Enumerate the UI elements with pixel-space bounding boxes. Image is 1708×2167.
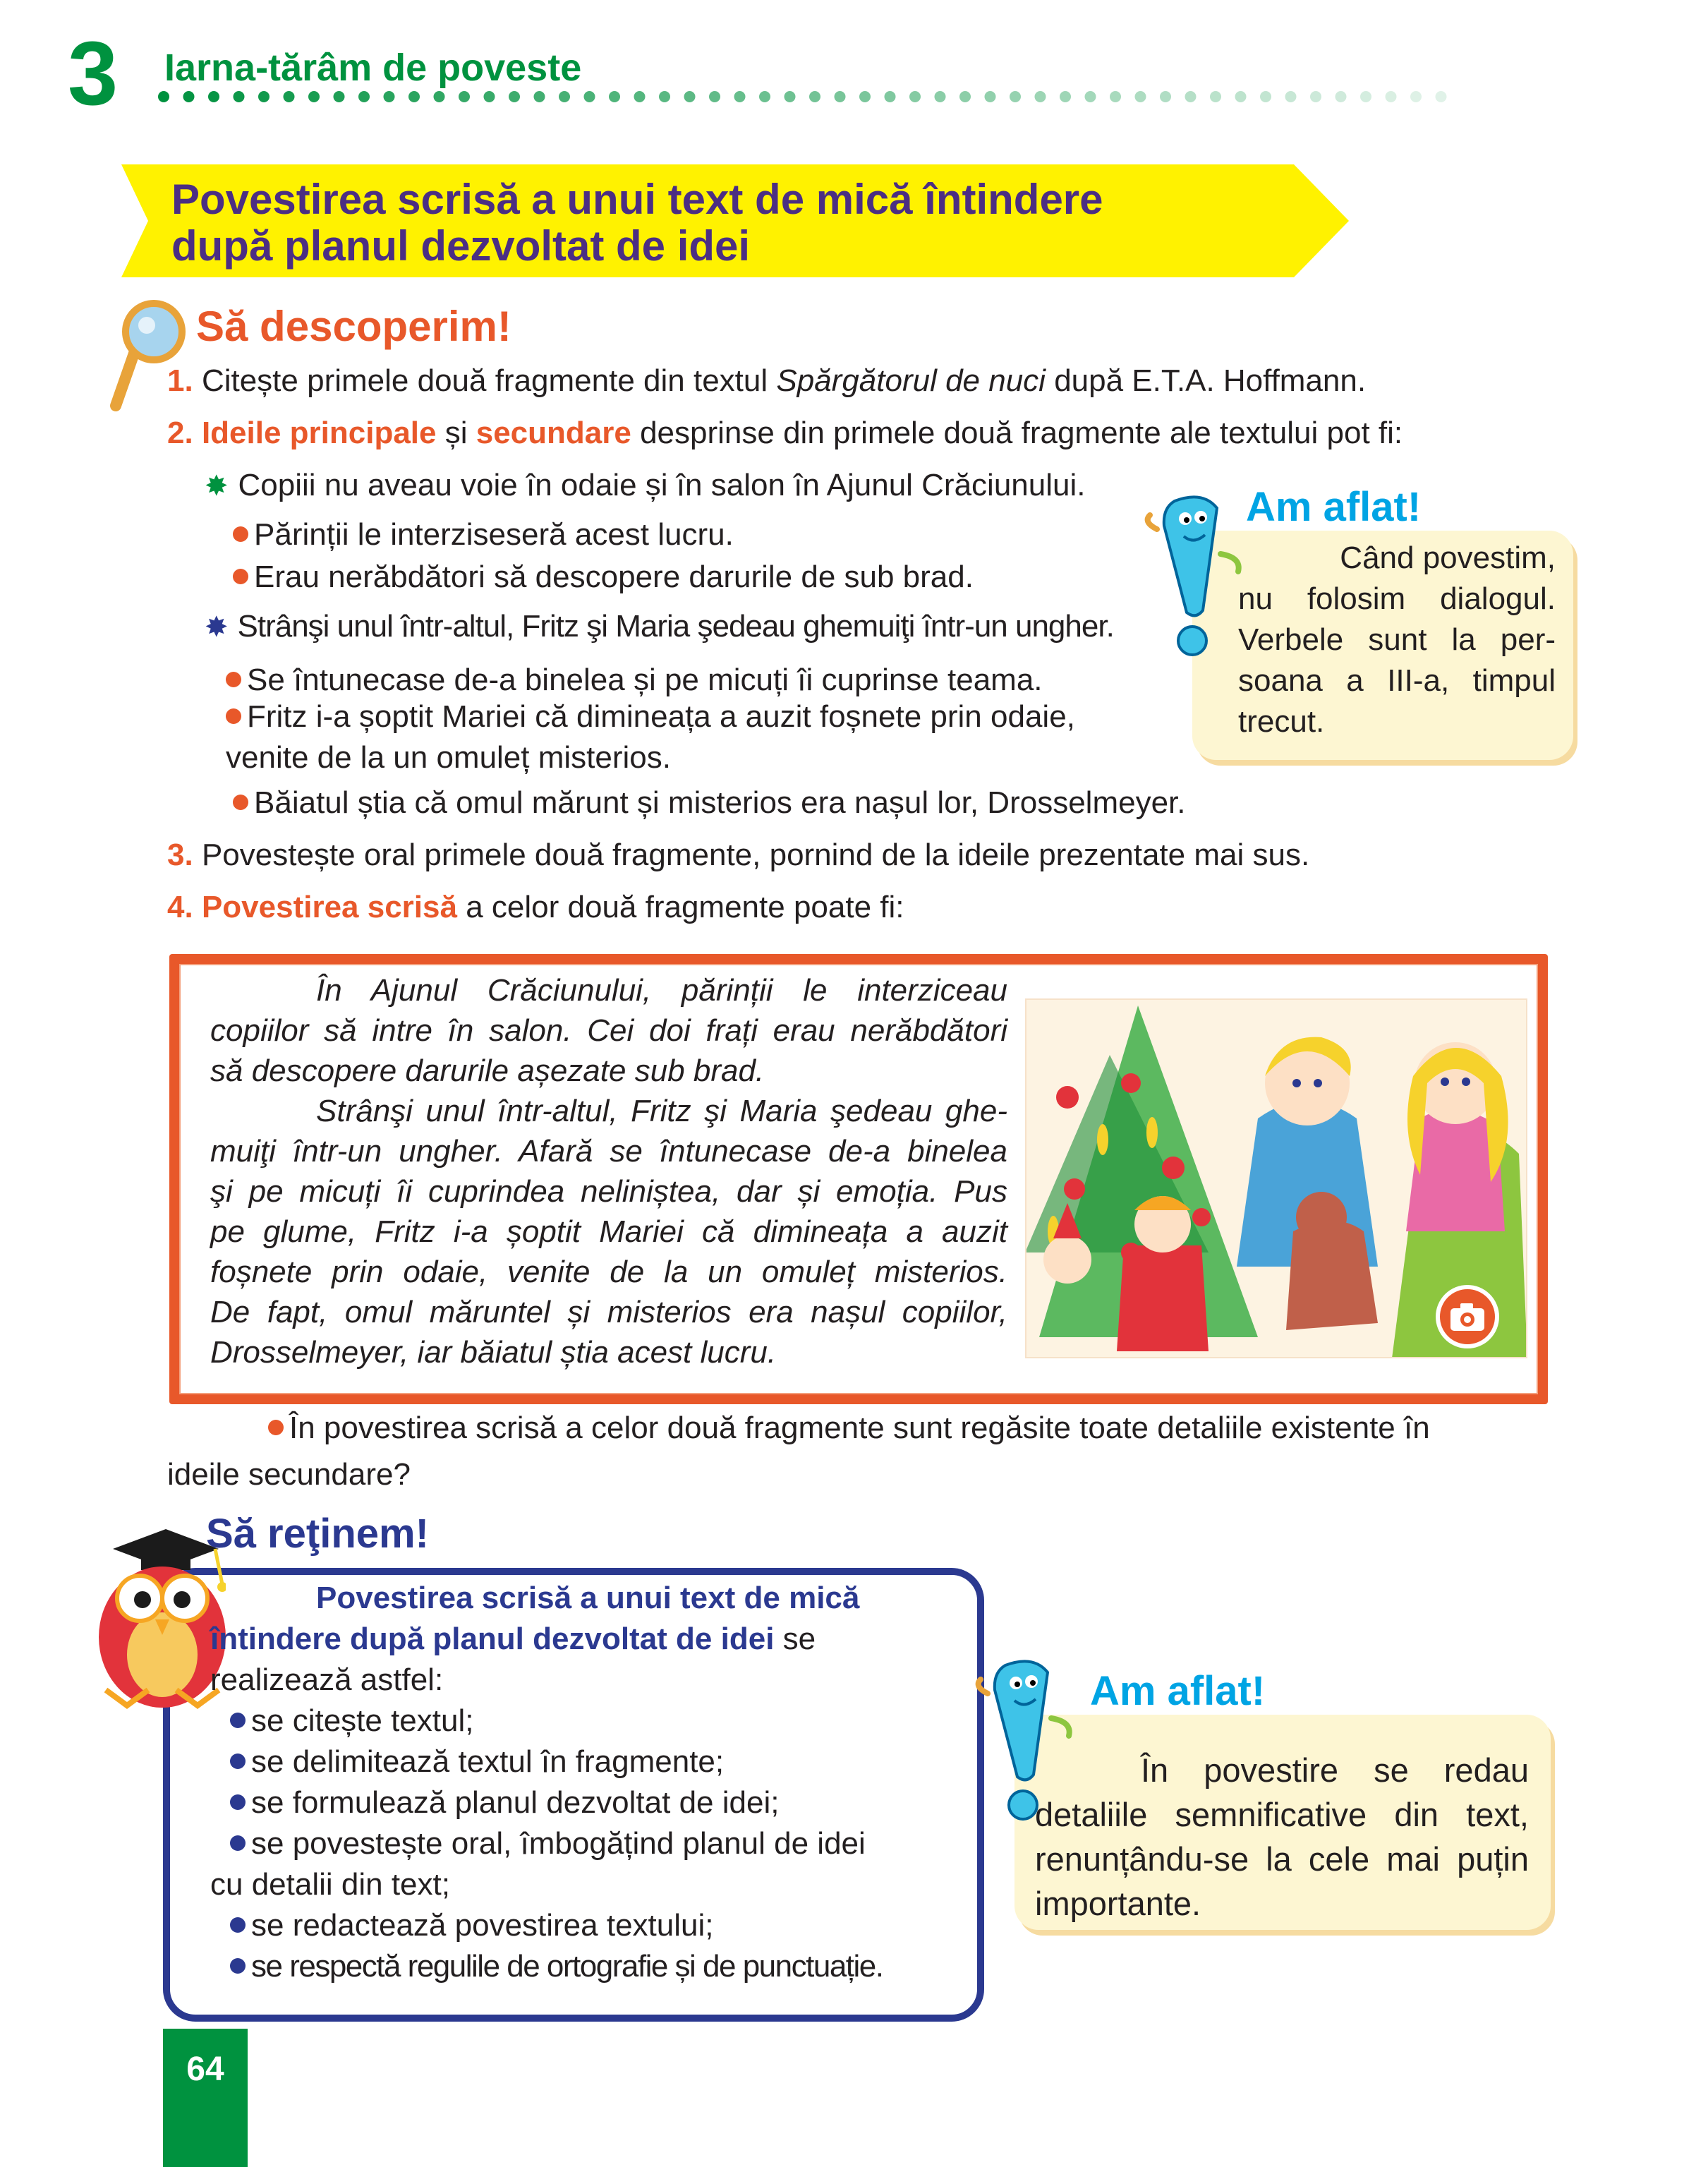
divider-dot	[1010, 91, 1021, 102]
divider-dot	[1436, 91, 1447, 102]
item-3: 3. Povestește oral primele două fragmente, pornind de la ideile prezentate mai sus.	[167, 838, 1310, 872]
star-bullet-icon: ✸	[205, 471, 229, 502]
aside1-line: Verbele sunt la per-	[1238, 622, 1556, 657]
story-line: şi pe micuți îi cuprindea neliniștea, dar și emoția. Pus	[210, 1174, 1007, 1209]
divider-dot	[1235, 91, 1247, 102]
remember-step: se formulează planul dezvoltat de idei;	[210, 1782, 944, 1823]
remember-step: se povestește oral, îmbogățind planul de idei	[210, 1823, 944, 1864]
remember-step-cont: cu detalii din text;	[210, 1867, 450, 1902]
aside1-line: nu folosim dialogul.	[1238, 581, 1556, 616]
divider-dot	[659, 91, 670, 102]
divider-dot	[1410, 91, 1422, 102]
divider-dot	[534, 91, 545, 102]
divider-dot	[985, 91, 996, 102]
divider-dot	[1310, 91, 1321, 102]
item-1: 1. Citește primele două fragmente din textul Spărgătorul de nuci după E.T.A. Hoffmann.	[167, 363, 1367, 398]
divider-dot	[509, 91, 520, 102]
secondary-idea-1a: Părinții le interziseseră acest lucru.	[233, 515, 734, 555]
secondary-idea-2a: Se întunecase de-a binelea și pe micuți îi cuprinse teama.	[226, 660, 1043, 700]
divider-dot	[434, 91, 445, 102]
divider-dot	[1135, 91, 1146, 102]
divider-dot	[334, 91, 345, 102]
story-line: copiilor să intre în salon. Cei doi frați erau nerăbdători	[210, 1013, 1007, 1048]
remember-step: se respectă regulile de ortografie și de punctuație.	[210, 1946, 944, 1987]
bullet-dot	[233, 569, 248, 584]
divider-dot	[734, 91, 746, 102]
discover-heading: Să descoperim!	[196, 303, 511, 350]
divider-dot	[935, 91, 946, 102]
story-line: De fapt, omul măruntel și misterios era nașul copiilor,	[210, 1295, 1007, 1329]
divider-dot	[634, 91, 646, 102]
question-line1: În povestirea scrisă a celor două fragmente sunt regăsite toate detaliile existente în	[268, 1408, 1430, 1448]
divider-dot	[408, 91, 420, 102]
divider-dot	[1110, 91, 1121, 102]
divider-dot	[559, 91, 570, 102]
aside2-line: importante.	[1035, 1885, 1201, 1922]
story-line: Strânşi unul într-altul, Fritz şi Maria şedeau ghe-	[316, 1094, 1007, 1128]
aside2-text	[1035, 1748, 1529, 1926]
divider-dot	[835, 91, 846, 102]
divider-dot	[158, 91, 169, 102]
divider-dot	[1160, 91, 1171, 102]
item-4: 4. Povestirea scrisă a celor două fragmente poate fi:	[167, 890, 904, 924]
divider-dot	[1360, 91, 1371, 102]
camera-icon	[1434, 1283, 1501, 1351]
divider-dot	[785, 91, 796, 102]
divider-dot	[859, 91, 871, 102]
story-text	[210, 970, 1007, 1372]
aside1-title: Am aflat!	[1246, 484, 1422, 530]
divider-dot	[1185, 91, 1197, 102]
divider-dot	[1060, 91, 1071, 102]
aside1-line: trecut.	[1238, 704, 1325, 739]
aside2-title: Am aflat!	[1090, 1668, 1266, 1714]
exclamation-mascot-icon	[1136, 487, 1249, 663]
divider-dot	[459, 91, 470, 102]
story-line: să descopere darurile așezate sub brad.	[210, 1054, 765, 1088]
remember-line2: întindere după planul dezvoltat de idei se	[210, 1622, 816, 1656]
bullet-dot	[230, 1835, 246, 1851]
aside2-line: renunțându-se la cele mai puțin	[1035, 1840, 1529, 1878]
story-line: foșnete prin odaie, venite de la un omuleț misterios.	[210, 1255, 1007, 1289]
bullet-dot	[230, 1753, 246, 1769]
bullet-dot	[268, 1420, 284, 1435]
remember-step: se delimitează textul în fragmente;	[210, 1742, 944, 1782]
bullet-dot	[226, 708, 241, 724]
page-number: 64	[186, 2051, 224, 2088]
divider-dot	[709, 91, 720, 102]
bullet-dot	[230, 1958, 246, 1974]
divider-dot	[183, 91, 195, 102]
aside1-text	[1238, 538, 1556, 742]
divider-dot	[234, 91, 245, 102]
secondary-idea-1b: Erau nerăbdători să descopere darurile de sub brad.	[233, 557, 974, 597]
story-line: pe glume, Fritz i-a șoptit Mariei că dimineața a auzit	[210, 1214, 1007, 1249]
divider-dot	[809, 91, 820, 102]
story-line: Drosselmeyer, iar băiatul știa acest lucru.	[210, 1335, 777, 1370]
divider-dot	[358, 91, 370, 102]
story-line: În Ajunul Crăciunului, părinții le interziceau	[316, 973, 1007, 1008]
main-idea-2: ✸ Strânşi unul într-altul, Fritz şi Maria şedeau ghemuiţi într-un ungher.	[205, 609, 1114, 644]
divider-dot	[284, 91, 295, 102]
star-bullet-icon: ✸	[205, 612, 228, 643]
story-line: muiţi într-un ungher. Afară se întunecase de-a binelea	[210, 1134, 1007, 1169]
bullet-dot	[230, 1713, 246, 1728]
divider-dot	[484, 91, 495, 102]
remember-step: se redactează povestirea textului;	[210, 1905, 944, 1946]
main-idea-1: ✸ Copiii nu aveau voie în odaie și în salon în Ajunul Crăciunului.	[205, 468, 1086, 502]
bullet-dot	[230, 1794, 246, 1810]
divider-dot	[308, 91, 320, 102]
divider-dot	[1260, 91, 1271, 102]
bullet-dot	[230, 1917, 246, 1933]
bullet-dot	[226, 672, 241, 687]
remember-bold-line1: Povestirea scrisă a unui text de mică	[316, 1581, 860, 1615]
remember-heading: Să reţinem!	[206, 1511, 429, 1557]
bullet-dot	[233, 526, 248, 542]
divider-dot	[909, 91, 921, 102]
divider-dot	[1210, 91, 1221, 102]
aside1-line: Când povestim,	[1340, 541, 1556, 575]
divider-dot	[384, 91, 395, 102]
aside2-line: În povestire se redau	[1141, 1751, 1529, 1789]
divider-dot	[1386, 91, 1397, 102]
divider-dot	[684, 91, 696, 102]
divider-dot	[609, 91, 620, 102]
divider-dot	[1285, 91, 1297, 102]
remember-line3: realizează astfel:	[210, 1662, 444, 1697]
divider-dot	[885, 91, 896, 102]
remember-step: se citește textul;	[210, 1701, 944, 1742]
aside2-line: detaliile semnificative din text,	[1035, 1796, 1529, 1833]
item-2: 2. Ideile principale și secundare desprinse din primele două fragmente ale textului pot fi:	[167, 416, 1403, 450]
bullet-dot	[233, 795, 248, 810]
divider-dot	[759, 91, 770, 102]
dotted-divider	[155, 86, 1482, 107]
divider-dot	[258, 91, 269, 102]
secondary-idea-2c: Băiatul știa că omul mărunt și misterios era nașul lor, Drosselmeyer.	[233, 783, 1186, 823]
banner-title-line2: după planul dezvoltat de idei	[171, 222, 751, 270]
chapter-title: Iarna-tărâm de poveste	[164, 47, 582, 89]
divider-dot	[1035, 91, 1046, 102]
question-line2: ideile secundare?	[167, 1457, 411, 1492]
remember-text	[210, 1578, 944, 1987]
secondary-idea-2b-cont: venite de la un omuleț misterios.	[226, 740, 671, 775]
banner-title-line1: Povestirea scrisă a unui text de mică întindere	[171, 176, 1103, 223]
divider-dot	[1335, 91, 1347, 102]
divider-dot	[208, 91, 219, 102]
aside1-line: soana a III-a, timpul	[1238, 663, 1556, 698]
chapter-number: 3	[68, 23, 119, 124]
secondary-idea-2b: Fritz i-a șoptit Mariei că dimineața a auzit foșnete prin odaie,	[226, 697, 1075, 737]
divider-dot	[1085, 91, 1096, 102]
owl-mascot-icon	[85, 1521, 226, 1711]
divider-dot	[959, 91, 971, 102]
divider-dot	[584, 91, 595, 102]
